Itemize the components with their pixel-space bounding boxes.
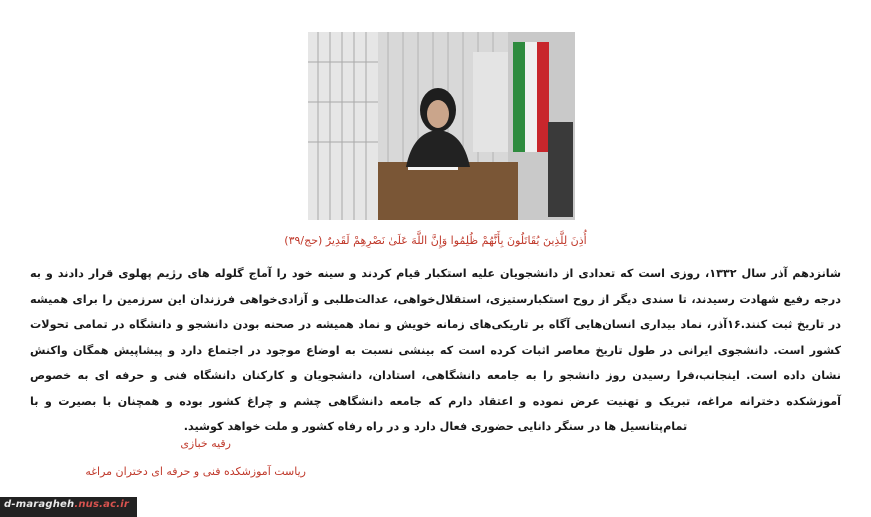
portrait-illustration <box>308 32 575 220</box>
signature-name: رقیه خبازی <box>180 437 231 450</box>
message-paragraph: شانزدهم آذر سال ۱۳۳۲، روزی است که تعدادی از دانشجویان علیه استکبار قیام کردند و سینه خود را آماج گلوله های رژیم پهلوی قرار دادند و به درجه رفیع شهادت رسیدند، تا سندی دیگر از روح استکبارستیزی، استقلال‌خواهی، عدالت‌طلبی و آزادی‌خواهی فرزندان این سرزمین را برای همیشه در تاریخ ثبت کنند.۱۶آذر، نماد بیداری انسان‌هایی آگاه بر تاریکی‌های زمانه خویش و نماد همیشه در صحنه بودن دانشجو و دانشگاه در تمامی تحولات کشور است. دانشجوی ایرانی در طول تاریخ معاصر اثبات کرده است که بینشی نسبت به اوضاع موجود در اجتماع دارد و پیشاپیش همگان واکنش نشان داده است. اینجانب،فرا رسیدن روز دانشجو را به جامعه دانشگاهی، استادان، دانشجویان و کارکنان دانشگاه فنی و حرفه ای به خصوص آموزشکده دخترانه مراغه، تبریک و تهنیت عرض نموده و اعتقاد دارم که جامعه دانشگاهی چشم و چراغ کشور بوده و همچنان با بصیرت و با تمام‌پتانسیل ها در سنگر دانایی حضوری فعال دارد و در راه رفاه کشور و ملت خواهد کوشید. <box>30 267 841 433</box>
site-watermark <box>0 497 137 517</box>
signature-title: ریاست آموزشکده فنی و حرفه ای دختران مراغه <box>85 465 306 478</box>
watermark-main: d-maragheh <box>4 499 75 510</box>
portrait-photo <box>308 32 575 220</box>
quran-verse: أُذِنَ لِلَّذِينَ يُقَاتَلُونَ بِأَنَّهُمْ ظُلِمُوا وَإِنَّ اللَّهَ عَلَىٰ نَصْرِهِمْ لَقَدِيرٌ (حج/۳۹) <box>284 234 587 247</box>
watermark-suffix: .nus.ac.ir <box>74 499 129 510</box>
